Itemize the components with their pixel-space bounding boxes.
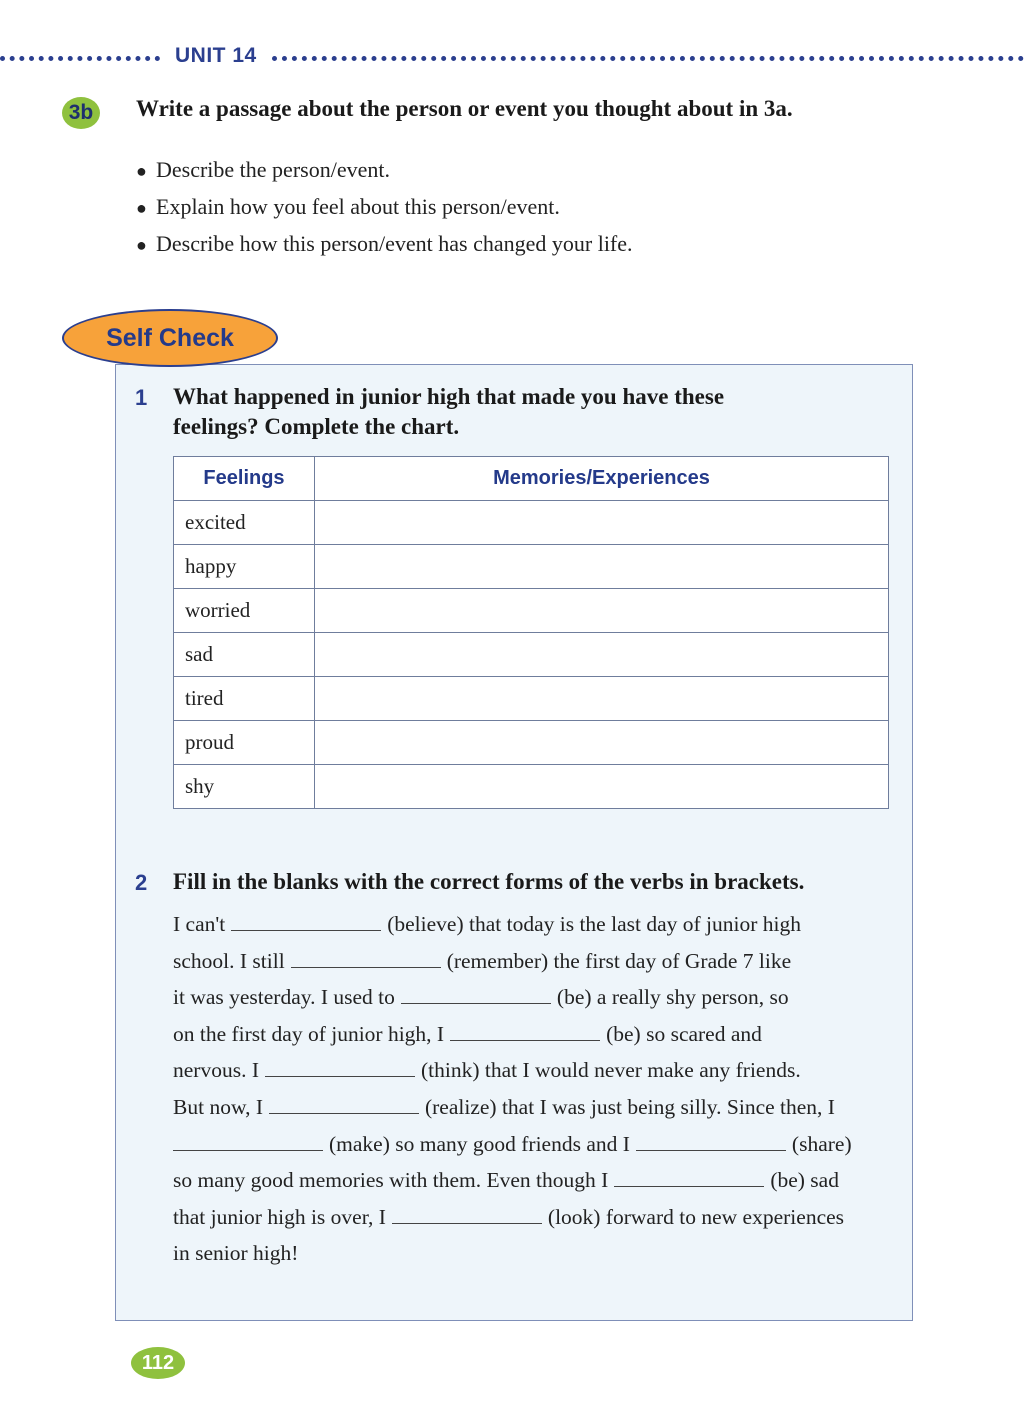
- feeling-cell: happy: [174, 545, 315, 589]
- feelings-chart: [173, 456, 889, 809]
- passage-line: But now, I (realize) that I was just being silly. Since then, I: [173, 1089, 897, 1126]
- feeling-cell: shy: [174, 765, 315, 809]
- passage-line: so many good memories with them. Even though I (be) sad: [173, 1162, 897, 1199]
- passage-line: school. I still (remember) the first day of Grade 7 like: [173, 943, 897, 980]
- activity-3b-instruction: Write a passage about the person or event you thought about in 3a.: [136, 96, 793, 121]
- feeling-cell: worried: [174, 589, 315, 633]
- table-row: [174, 545, 889, 589]
- fill-in-passage: [173, 906, 897, 1272]
- question-2-number: 2: [135, 870, 148, 895]
- table-header-row: [174, 457, 889, 501]
- answer-blank[interactable]: [173, 1128, 323, 1151]
- dotted-rule-left: [0, 56, 160, 61]
- passage-line: I can't (believe) that today is the last day of junior high: [173, 906, 897, 943]
- unit-title: UNIT 14: [175, 44, 257, 67]
- table-row: [174, 589, 889, 633]
- memory-answer-cell[interactable]: [315, 545, 889, 589]
- bullet-icon: ●: [136, 235, 147, 255]
- table-row: [174, 501, 889, 545]
- table-row: [174, 633, 889, 677]
- answer-blank[interactable]: [291, 945, 441, 968]
- answer-blank[interactable]: [614, 1164, 764, 1187]
- answer-blank[interactable]: [450, 1018, 600, 1041]
- feeling-cell: excited: [174, 501, 315, 545]
- table-row: [174, 765, 889, 809]
- answer-blank[interactable]: [265, 1054, 415, 1077]
- memory-answer-cell[interactable]: [315, 677, 889, 721]
- passage-line: it was yesterday. I used to (be) a really shy person, so: [173, 979, 897, 1016]
- dotted-rule-right: [272, 56, 1024, 61]
- bullet-icon: ●: [136, 161, 147, 181]
- unit-header: [0, 40, 1024, 76]
- activity-badge-3b: 3b: [62, 97, 100, 129]
- answer-blank[interactable]: [401, 981, 551, 1004]
- answer-blank[interactable]: [231, 908, 381, 931]
- passage-line: on the first day of junior high, I (be) so scared and: [173, 1016, 897, 1053]
- column-header-memories: Memories/Experiences: [315, 457, 889, 501]
- question-1-text: What happened in junior high that made you have these feelings? Complete the chart.: [173, 384, 725, 439]
- memory-answer-cell[interactable]: [315, 721, 889, 765]
- answer-blank[interactable]: [269, 1091, 419, 1114]
- feeling-cell: sad: [174, 633, 315, 677]
- answer-blank[interactable]: [392, 1201, 542, 1224]
- answer-blank[interactable]: [636, 1128, 786, 1151]
- column-header-feelings: Feelings: [174, 457, 315, 501]
- table-row: [174, 677, 889, 721]
- memory-answer-cell[interactable]: [315, 765, 889, 809]
- list-item: ● Describe how this person/event has changed your life.: [136, 226, 633, 263]
- memory-answer-cell[interactable]: [315, 589, 889, 633]
- memory-answer-cell[interactable]: [315, 633, 889, 677]
- passage-line: nervous. I (think) that I would never make any friends.: [173, 1052, 897, 1089]
- table-row: [174, 721, 889, 765]
- list-item: ● Explain how you feel about this person/event.: [136, 189, 633, 226]
- question-1-number: 1: [135, 385, 148, 410]
- feeling-cell: tired: [174, 677, 315, 721]
- self-check-title: Self Check: [62, 309, 278, 367]
- passage-line: in senior high!: [173, 1241, 299, 1266]
- passage-line: (make) so many good friends and I (share): [173, 1126, 897, 1163]
- bullet-icon: ●: [136, 198, 147, 218]
- question-2-text: Fill in the blanks with the correct forms of the verbs in brackets.: [173, 869, 805, 894]
- passage-line: that junior high is over, I (look) forward to new experiences: [173, 1199, 897, 1236]
- list-item: ● Describe the person/event.: [136, 152, 633, 189]
- feeling-cell: proud: [174, 721, 315, 765]
- memory-answer-cell[interactable]: [315, 501, 889, 545]
- activity-3b-bullet-list: [136, 152, 633, 263]
- page-number: 112: [131, 1347, 185, 1379]
